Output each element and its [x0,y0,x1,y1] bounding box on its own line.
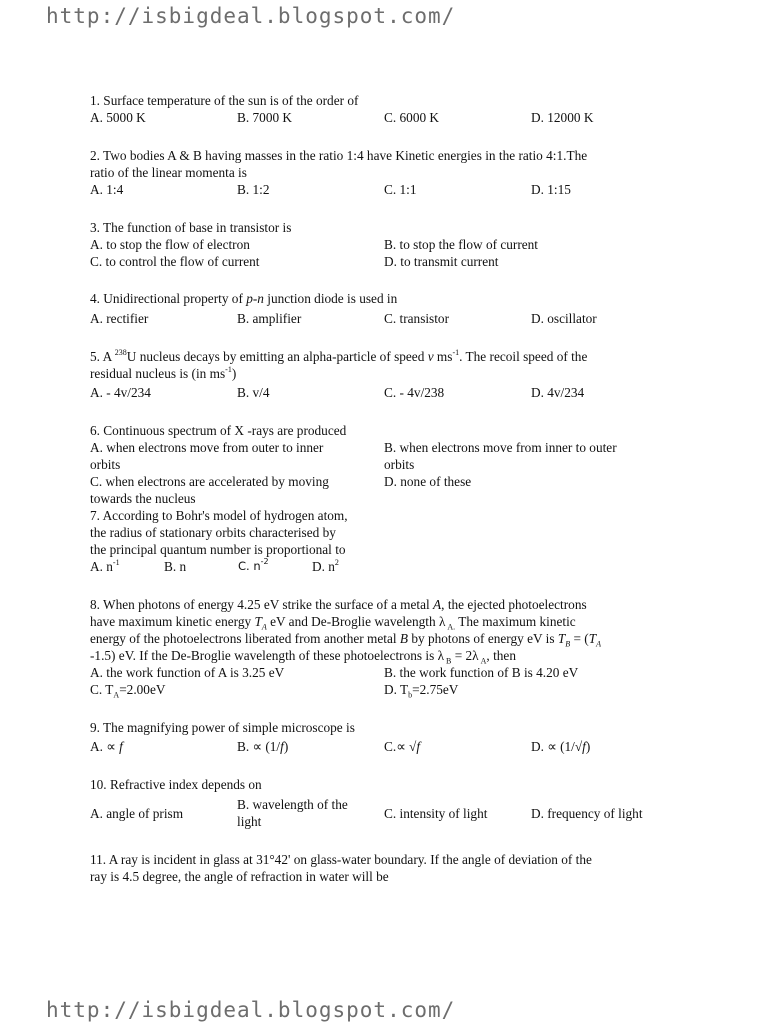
option-b: B. to stop the flow of current [384,237,538,252]
lambda-a-subscript: A [478,656,487,666]
option-d: D. to transmit current [384,254,499,269]
option-d-f: f [582,739,586,754]
option-b-b: ) [283,739,289,754]
metal-a-symbol: A [433,597,442,612]
option-a-f: f [119,739,123,754]
question-5 [90,348,680,401]
q8-l2-c: The maximum kinetic [455,614,576,629]
option-c-line-2: towards the nucleus [90,491,196,506]
q8-l1-a: 8. When photons of energy 4.25 eV strike the surface of a metal [90,597,434,612]
option-a-line-2: orbits [90,457,121,472]
question-4-text [90,290,680,307]
option-a: A. - 4v/234 [90,385,151,400]
option-c [238,558,312,575]
question-8 [90,596,680,698]
question-2-line-2: ratio of the linear momenta is [90,165,247,180]
option-b-f: f [280,739,284,754]
option-d: D. 1:15 [531,182,571,197]
option-d-b: =2.75eV [412,682,459,697]
question-3 [90,219,680,270]
option-d: D. none of these [384,474,472,489]
option-d: D. frequency of light [531,805,643,821]
q8-l4-c: , then [486,648,516,663]
option-b: B. amplifier [237,311,302,326]
option-a-exponent: -1 [112,557,120,567]
option-c-a: C. T [90,682,114,697]
mass-number: 238 [114,347,127,357]
question-5-lead: 5. A [90,349,115,364]
question-5-options [90,384,680,401]
option-b: B. 7000 K [237,110,293,125]
option-a-text: A. n [90,559,113,574]
question-sheet [90,92,680,885]
question-3-options-row-2 [90,253,680,270]
option-d [531,738,678,755]
option-d-a: D. T [384,682,409,697]
question-8-line-3 [90,630,680,647]
question-7-line-3: the principal quantum number is proportional to [90,542,346,557]
option-a: A. the work function of A is 3.25 eV [90,665,285,680]
option-d: D. oscillator [531,311,597,326]
option-a: A. 1:4 [90,182,124,197]
question-8-line-4 [90,647,680,664]
option-c-f: f [416,739,421,754]
ke-subscript: A [261,622,267,632]
q8-l3-c: = ( [570,631,589,646]
ke-b-subscript: B [565,639,571,649]
question-5-text-c: residual nucleus is (in ms [90,366,226,381]
option-c [90,473,384,507]
option-d: D. 4v/234 [531,385,585,400]
option-d-subscript: b [408,690,413,700]
question-4 [90,290,680,327]
option-b: B. 1:2 [237,182,270,197]
option-b: B. v/4 [237,385,270,400]
option-b [237,796,384,830]
option-a: A. angle of prism [90,805,184,821]
question-7-line-1: 7. According to Bohr's model of hydrogen atom, [90,508,348,523]
question-8-line-1 [90,596,680,613]
option-a: A. to stop the flow of electron [90,237,250,252]
q8-l2-b: eV and De-Broglie wavelength λ [266,614,446,629]
question-3-text: 3. The function of base in transistor is [90,220,292,235]
option-a: A. 5000 K [90,110,146,125]
option-c: C. to control the flow of current [90,254,260,269]
metal-b-symbol: B [399,631,409,646]
option-d-a: D. ∝ (1/√ [531,739,583,754]
question-8-options-row-2 [90,681,680,698]
option-c-exponent: -2 [260,557,269,567]
option-c-text: C. n [238,559,261,573]
question-4-text-end: junction diode is used in [263,291,398,306]
option-c: C. 6000 K [384,110,440,125]
option-b-line-1: B. wavelength of the [237,797,348,812]
question-5-text-d: ) [231,366,237,381]
question-4-pn: p-n [246,291,264,306]
question-1-options [90,109,680,126]
option-d [312,558,386,575]
speed-symbol: v [427,349,434,364]
question-1-text: 1. Surface temperature of the sun is of the order of [90,93,359,108]
option-b-a: B. ∝ (1/ [237,739,281,754]
question-10-options [90,796,680,830]
question-9 [90,719,680,755]
question-11 [90,851,680,885]
question-8-options-row-1 [90,664,680,681]
question-6 [90,422,680,507]
option-d-exponent: 2 [334,557,339,567]
option-c-line-1: C. when electrons are accelerated by moving [90,474,329,489]
question-4-options [90,310,680,327]
question-11-line-1: 11. A ray is incident in glass at 31°42' on glass-water boundary. If the angle of deviation of the [90,852,592,867]
option-c-a: C.∝ √ [384,739,417,754]
option-c: C. intensity of light [384,805,488,821]
question-7-line-2: the radius of stationary orbits characterised by [90,525,336,540]
q8-l4-b: = 2λ [451,648,479,663]
option-c [384,738,531,755]
option-c: C. transistor [384,311,450,326]
ke-a-subscript: A [596,639,602,649]
question-5-line-1 [90,348,680,365]
question-10 [90,776,680,830]
question-11-line-2: ray is 4.5 degree, the angle of refraction in water will be [90,869,389,884]
q8-l2-a: have maximum kinetic energy [90,614,255,629]
question-5-text-a: U nucleus decays by emitting an alpha-particle of speed [126,349,428,364]
question-5-line-2 [90,365,680,382]
lambda-subscript: A. [445,622,456,632]
option-a [90,439,384,473]
question-6-options-row-2 [90,473,680,507]
question-9-options [90,738,680,755]
question-4-text-start: 4. Unidirectional property of [90,291,247,306]
option-a-line-1: A. when electrons move from outer to inner [90,440,324,455]
q8-l1-b: , the ejected photoelectrons [441,597,587,612]
question-2 [90,147,680,198]
question-2-options [90,181,680,198]
option-b: B. the work function of B is 4.20 eV [384,665,579,680]
q8-l3-b: by photons of energy eV is [408,631,558,646]
option-a [90,738,237,755]
option-b-line-2: orbits [384,457,415,472]
question-2-line-1: 2. Two bodies A & B having masses in the ratio 1:4 have Kinetic energies in the ratio 4:1.The [90,148,588,163]
option-b [384,439,680,473]
option-c: C. 1:1 [384,182,417,197]
option-a [90,558,164,575]
ke-symbol: T [254,614,262,629]
header-url: http://isbigdeal.blogspot.com/ [46,4,456,28]
option-d-b: ) [585,739,591,754]
lambda-b-subscript: B [444,656,452,666]
question-5-text-b: . The recoil speed of the [459,349,588,364]
option-b-line-1: B. when electrons move from inner to outer [384,440,617,455]
question-10-text: 10. Refractive index depends on [90,777,262,792]
option-d-text: D. n [312,559,335,574]
q8-l3-a: energy of the photoelectrons liberated from another metal [90,631,400,646]
option-a-a: A. ∝ [90,739,120,754]
unit-exponent: -1 [452,347,460,357]
ke-a-symbol: T [588,631,597,646]
q8-l4-a: -1.5) eV. If the De-Broglie wavelength of these photoelectrons is λ [90,648,445,663]
option-c [90,681,384,698]
question-5-unit: ms [433,349,453,364]
question-3-options-row-1 [90,236,680,253]
footer-url: http://isbigdeal.blogspot.com/ [46,998,456,1022]
option-c-b: =2.00eV [119,682,166,697]
option-b: B. n [164,559,187,574]
question-9-text: 9. The magnifying power of simple microscope is [90,720,355,735]
unit-exponent: -1 [225,364,232,374]
option-c-subscript: A [113,690,120,700]
option-b-line-2: light [237,814,262,829]
option-b [237,738,384,755]
question-1 [90,92,680,126]
option-a: A. rectifier [90,311,149,326]
question-7 [90,507,680,575]
ke-b-symbol: T [557,631,566,646]
option-d [384,681,680,698]
question-6-text: 6. Continuous spectrum of X -rays are produced [90,423,347,438]
question-8-line-2 [90,613,680,630]
question-7-options [90,558,680,575]
option-d: D. 12000 K [531,110,594,125]
option-c: C. - 4v/238 [384,385,445,400]
question-6-options-row-1 [90,439,680,473]
